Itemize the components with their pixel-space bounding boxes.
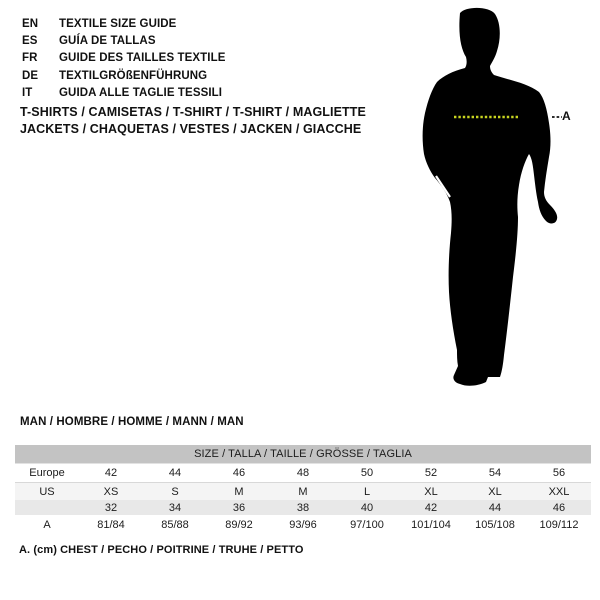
list-item (22, 15, 226, 32)
category-jackets: JACKETS / CHAQUETAS / VESTES / JACKEN / GIACCHE (20, 121, 362, 136)
language-code: DE (22, 69, 39, 82)
table-cell: 44 (143, 464, 207, 483)
table-cell: M (207, 483, 271, 501)
table-cell: 32 (79, 500, 143, 515)
table-cell: 105/108 (463, 515, 527, 534)
category-tshirts: T-SHIRTS / CAMISETAS / T-SHIRT / T-SHIRT / MAGLIETTE (20, 105, 366, 119)
table-header-row (15, 445, 591, 464)
table-cell: 42 (399, 500, 463, 515)
row-label (15, 500, 79, 515)
row-label: Europe (15, 464, 79, 483)
language-title: GUÍA DE TALLAS (59, 35, 156, 48)
language-guide-list (22, 15, 226, 102)
language-code: IT (22, 87, 33, 100)
table-cell: 36 (207, 500, 271, 515)
language-title: GUIDA ALLE TAGLIE TESSILI (59, 87, 223, 100)
table-cell: 101/104 (399, 515, 463, 534)
table-cell: 48 (271, 464, 335, 483)
measurement-footnote: A. (cm) CHEST / PECHO / POITRINE / TRUHE / PETTO (19, 544, 304, 556)
language-code: ES (22, 35, 38, 48)
table-cell: 38 (271, 500, 335, 515)
table-cell: 54 (463, 464, 527, 483)
row-label: A (15, 515, 79, 534)
table-cell: XXL (527, 483, 591, 501)
section-title-man: MAN / HOMBRE / HOMME / MANN / MAN (20, 416, 244, 428)
table-cell: 85/88 (143, 515, 207, 534)
table-cell: 50 (335, 464, 399, 483)
list-item (22, 32, 226, 49)
table-cell: 44 (463, 500, 527, 515)
table-cell: XL (399, 483, 463, 501)
table-cell: S (143, 483, 207, 501)
table-cell: 46 (207, 464, 271, 483)
table-cell: 93/96 (271, 515, 335, 534)
row-label: US (15, 483, 79, 501)
table-cell: 89/92 (207, 515, 271, 534)
measure-label-a: A (562, 109, 571, 123)
language-code: EN (22, 17, 39, 30)
table-cell: L (335, 483, 399, 501)
table-cell: 81/84 (79, 515, 143, 534)
list-item (22, 85, 226, 102)
language-title: GUIDE DES TAILLES TEXTILE (59, 52, 226, 65)
table-cell: 97/100 (335, 515, 399, 534)
table-cell: 52 (399, 464, 463, 483)
table-row-alt-sizes (15, 500, 591, 515)
language-title: TEXTILE SIZE GUIDE (59, 17, 177, 30)
table-cell: 40 (335, 500, 399, 515)
language-title: TEXTILGRÖßENFÜHRUNG (59, 69, 208, 82)
table-cell: 56 (527, 464, 591, 483)
language-code: FR (22, 52, 38, 65)
man-silhouette-path (423, 8, 558, 386)
table-row-chest-cm (15, 515, 591, 534)
table-cell: 42 (79, 464, 143, 483)
table-row-europe (15, 464, 591, 483)
man-silhouette-figure (390, 5, 570, 395)
table-row-us (15, 483, 591, 501)
table-cell: 46 (527, 500, 591, 515)
size-table (15, 445, 591, 534)
table-cell: 109/112 (527, 515, 591, 534)
table-cell: 34 (143, 500, 207, 515)
garment-categories (20, 104, 366, 137)
table-header-label: SIZE / TALLA / TAILLE / GRÖSSE / TAGLIA (15, 445, 591, 464)
man-silhouette-svg (390, 5, 570, 395)
table-cell: XL (463, 483, 527, 501)
list-item (22, 67, 226, 84)
list-item (22, 50, 226, 67)
table-cell: M (271, 483, 335, 501)
table-cell: XS (79, 483, 143, 501)
